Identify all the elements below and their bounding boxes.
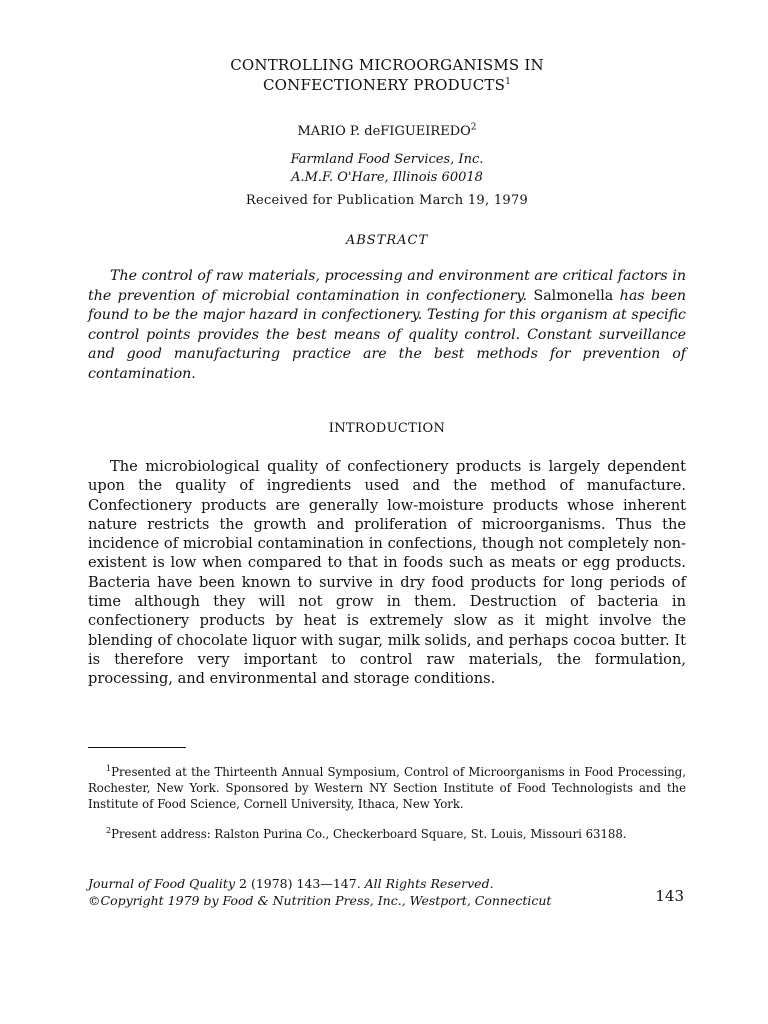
footnote-1 [88, 764, 686, 812]
affiliation [88, 151, 686, 187]
affiliation-line-1: Farmland Food Services, Inc. [290, 152, 484, 167]
introduction-heading: INTRODUCTION [328, 421, 446, 436]
abstract-organism: Salmonella [533, 287, 614, 304]
title-line-2: CONFECTIONERY PRODUCTS [263, 76, 506, 94]
abstract-part-3: has been found to be the major hazard in confectionery. Testing for this organism at specific control points provides the best means of quality control. Constant surveillance and good manufacturing practice are the best methods for prevention of contamination. [88, 287, 686, 382]
journal-citation [88, 875, 686, 909]
author [88, 124, 686, 139]
title-line-1: CONTROLLING MICROORGANISMS IN [230, 56, 544, 74]
footnote-2-mark: 2 [106, 826, 112, 836]
author-name: MARIO P. deFIGUEIREDO [297, 124, 471, 139]
journal-volume: 2 [239, 876, 247, 891]
received-date: Received for Publication March 19, 1979 [245, 193, 529, 208]
introduction-paragraph: The microbiological quality of confectionery products is largely dependent upon the quality of ingredients used and the method of manufacture. Confectionery products are generally low-moisture products whose inherent nature restricts the growth and proliferation of microorganisms. Thus the incidence of microbial contamination in confections, though not completely non-existent is low when compared to that in foods such as meats or egg products. Bacteria have been known to survive in dry food products for long periods of time although they will not grow in them. Destruction of bacteria in confectionery products by heat is extremely slow as it might involve the blending of chocolate liquor with sugar, milk solids, and perhaps cocoa butter. It is therefore very important to control raw materials, the formulation, processing, and environmental and storage conditions. [88, 458, 686, 688]
footnote-1-text: Presented at the Thirteenth Annual Symposium, Control of Microorganisms in Food Processing, Rochester, New York. Sponsored by Western NY Section Institute of Food Technologists and the Institute of Food Science, Cornell University, Ithaca, New York. [88, 765, 686, 811]
journal-rights: All Rights Reserved. [364, 876, 494, 891]
title-footnote-mark: 1 [505, 77, 511, 87]
footnote-1-mark: 1 [106, 764, 112, 774]
abstract-heading: ABSTRACT [345, 233, 429, 248]
footnote-2-text: Present address: Ralston Purina Co., Checkerboard Square, St. Louis, Missouri 63188. [111, 827, 627, 841]
article-title [88, 55, 686, 95]
journal-name: Journal of Food Quality [88, 876, 236, 891]
page-number: 143 [655, 887, 684, 905]
footnote-2 [88, 826, 686, 842]
journal-copyright: ©Copyright 1979 by Food & Nutrition Press, Inc., Westport, Connecticut [88, 893, 552, 908]
journal-year-pages: (1978) 143—147. [250, 876, 361, 891]
affiliation-line-2: A.M.F. O'Hare, Illinois 60018 [291, 170, 483, 185]
footnote-divider [88, 747, 186, 748]
author-footnote-mark: 2 [470, 122, 477, 133]
abstract-part-1: The control of raw materials, processing and environment are critical factors in the prevention of microbial contamination in confectionery. [88, 268, 686, 304]
abstract-text [88, 267, 686, 384]
